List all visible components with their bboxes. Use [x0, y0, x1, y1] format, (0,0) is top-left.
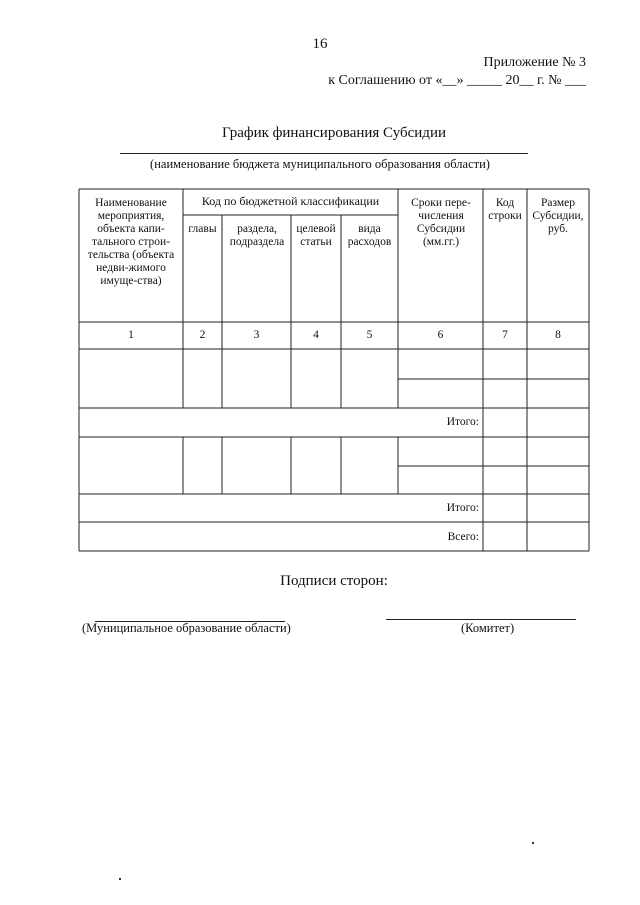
header-measure-name: Наименование мероприятия, объекта капи-тального строи-тельства (объекта недви-жимого имуще-ства) [87, 197, 175, 287]
header-expense-type: вида расходов [347, 223, 392, 248]
header-target-article: целевой статьи [296, 223, 336, 248]
column-number: 2 [199, 329, 206, 341]
header-budget-code: Код по бюджетной классификации [201, 194, 380, 208]
header-transfer-terms: Сроки пере-числения Субсидии (мм.гг.) [411, 197, 471, 248]
page-number: 16 [312, 36, 328, 52]
column-number: 3 [253, 329, 260, 341]
appendix-label: Приложение № 3 [483, 55, 586, 70]
subtotal-label: Итого: [446, 416, 479, 428]
committee-signature-label: (Комитет) [461, 621, 515, 635]
header-section: раздела, подраздела [229, 223, 285, 248]
document-title: График финансирования Субсидии [222, 125, 446, 141]
grand-total-label: Всего: [447, 531, 479, 543]
column-number: 1 [128, 329, 134, 341]
column-number: 6 [437, 329, 444, 341]
column-number: 7 [502, 329, 508, 341]
subtotal-label: Итого: [446, 502, 479, 514]
budget-name-caption: (наименование бюджета муниципального образования области) [150, 157, 490, 171]
column-number: 8 [555, 329, 561, 341]
header-subsidy-amount: Размер Субсидии, руб. [532, 197, 584, 235]
column-number: 4 [313, 329, 319, 341]
committee-signature-line [386, 619, 576, 620]
scan-speck [119, 878, 121, 880]
header-line-code: Код строки [488, 197, 522, 222]
municipality-signature-label: (Муниципальное образование области) [82, 621, 291, 635]
header-chapter: главы [188, 223, 217, 235]
scan-speck [532, 842, 534, 844]
column-number: 5 [366, 329, 373, 341]
signatures-heading: Подписи сторон: [280, 573, 388, 589]
agreement-reference: к Соглашению от «__» _____ 20__ г. № ___ [328, 73, 586, 88]
